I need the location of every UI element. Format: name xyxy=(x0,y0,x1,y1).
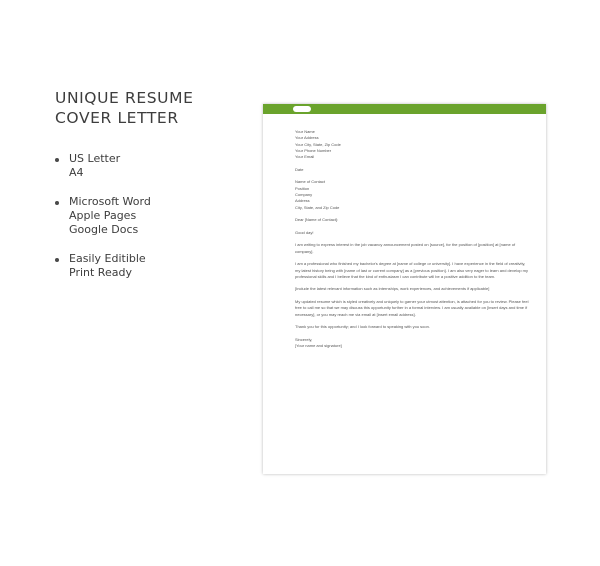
feature-group-formats xyxy=(55,195,245,237)
title-line-1: UNIQUE RESUME xyxy=(55,89,194,107)
recipient-block xyxy=(295,179,531,210)
sender-block xyxy=(295,129,531,160)
header-accent-bar xyxy=(263,104,546,114)
feature-group-paper-size xyxy=(55,152,245,180)
closing: Sincerely, xyxy=(295,336,313,342)
feature-item: US Letter xyxy=(69,152,121,165)
body-paragraph: I am a professional who finished my bachelor's degree at [name of college or university]. I have experience in the field of creativity, my latest history being with [name of last or current company] as a [previous position]. I am also very eager to learn and develop my professional skills and I believe that the kind of enthusiasm I can contribute will be a positive addition to the team. xyxy=(295,261,529,279)
body-paragraph: [Include the latest relevant information such as internships, work experiences, and achievements if applicable] xyxy=(295,286,490,292)
recipient-name: Name of Contact xyxy=(295,179,326,185)
greeting: Good day! xyxy=(295,229,314,235)
feature-group-editing xyxy=(55,252,245,280)
closing-block xyxy=(295,337,531,350)
recipient-city: City, State, and Zip Code xyxy=(295,204,340,210)
bullet-icon xyxy=(55,258,59,262)
page-title xyxy=(55,88,245,128)
bullet-icon xyxy=(55,158,59,162)
recipient-position: Position xyxy=(295,185,310,191)
sender-phone: Your Phone Number xyxy=(295,147,332,153)
feature-list xyxy=(55,152,245,280)
sender-name: Your Name xyxy=(295,129,315,134)
feature-item: Microsoft Word xyxy=(69,195,151,208)
header-pill-decoration xyxy=(293,106,311,112)
feature-item: Easily Editible xyxy=(69,252,146,265)
letter-preview xyxy=(263,104,546,474)
bullet-icon xyxy=(55,201,59,205)
feature-item: Apple Pages xyxy=(69,209,137,222)
body-paragraph: Thank you for this opportunity; and I look forward to speaking with you soon. xyxy=(295,324,430,330)
letter-date: Date xyxy=(295,166,304,172)
sender-address: Your Address xyxy=(295,135,319,141)
feature-item: Print Ready xyxy=(69,266,132,279)
product-info-panel xyxy=(55,88,245,295)
sender-email: Your Email xyxy=(295,154,315,160)
feature-item: A4 xyxy=(69,166,84,179)
salutation: Dear [Name of Contact]: xyxy=(295,217,339,223)
body-paragraph: My updated resume which is styled creatively and uniquely to garner your utmost attention, is attached for you to review. Please feel free to call me so that we may discuss this opportunity further in a formal interview. I am usually available on [insert days and time if necessary], or you may reach me via email at [insert email address]. xyxy=(295,299,529,317)
signature: [Your name and signature] xyxy=(295,343,342,349)
body-paragraph: I am writing to express interest in the job vacancy announcement posted on [source], for the position of [position] at [name of company]. xyxy=(295,242,516,254)
feature-item: Google Docs xyxy=(69,223,139,236)
letter-body xyxy=(295,129,531,356)
sender-city: Your City, State, Zip Code xyxy=(295,141,341,147)
recipient-company: Company xyxy=(295,191,313,197)
title-line-2: COVER LETTER xyxy=(55,109,179,127)
recipient-address: Address xyxy=(295,198,310,204)
